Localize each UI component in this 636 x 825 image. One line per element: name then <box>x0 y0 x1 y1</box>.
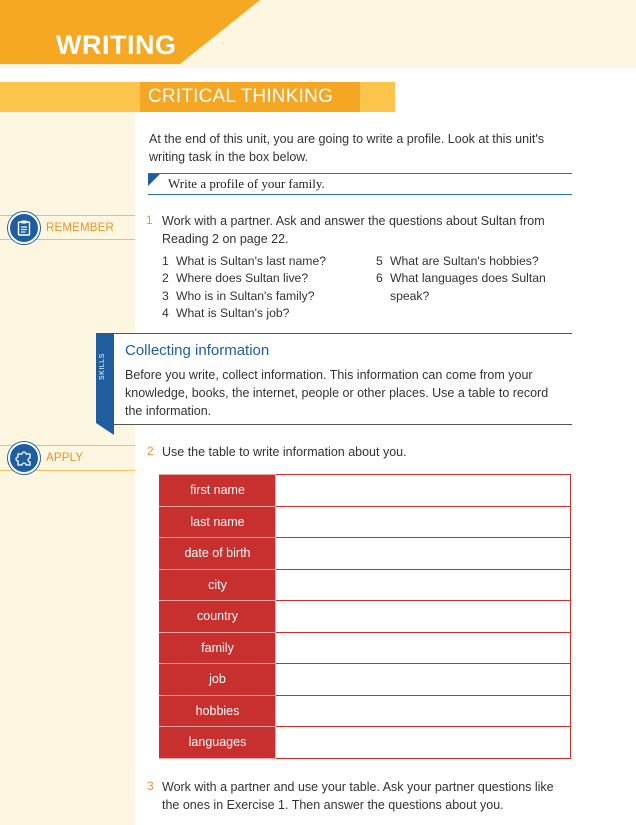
row-label: languages <box>160 727 276 759</box>
writing-banner-slant <box>180 0 260 64</box>
row-label: last name <box>160 506 276 538</box>
skills-tab-label: SKILLS <box>99 353 106 380</box>
row-value-cell[interactable] <box>276 601 571 633</box>
skills-line: Before you write, collect information. This information can come from your <box>125 368 533 382</box>
question-item: 5 What are Sultan's hobbies? <box>376 254 539 268</box>
row-label: family <box>160 632 276 664</box>
question-item: 1 What is Sultan's last name? <box>162 254 326 268</box>
question-item-continued: speak? <box>390 289 430 303</box>
critical-thinking-band-cut <box>372 82 394 112</box>
clipboard-icon <box>8 212 40 244</box>
critical-thinking-title: CRITICAL THINKING <box>148 86 333 107</box>
row-value-cell[interactable] <box>276 569 571 601</box>
skills-line: knowledge, books, the internet, people or other places. Use a table to record <box>125 386 549 400</box>
skills-line: the information. <box>125 404 212 418</box>
row-label: hobbies <box>160 695 276 727</box>
row-value-cell[interactable] <box>276 475 571 507</box>
table-row <box>160 664 571 696</box>
puzzle-icon <box>8 442 40 474</box>
table-row <box>160 695 571 727</box>
exercise-1-line: Reading 2 on page 22. <box>162 232 289 246</box>
writing-task-text: Write a profile of your family. <box>168 176 325 191</box>
intro-line: At the end of this unit, you are going to write a profile. Look at this unit's <box>149 132 544 146</box>
row-value-cell[interactable] <box>276 506 571 538</box>
apply-text: APPLY <box>46 452 84 464</box>
remember-text: REMEMBER <box>46 222 115 234</box>
personal-info-table <box>159 474 571 759</box>
section-title: WRITING <box>56 30 177 60</box>
intro-line: writing task in the box below. <box>149 150 309 164</box>
row-value-cell[interactable] <box>276 727 571 759</box>
skills-title: Collecting information <box>125 342 270 359</box>
table-row <box>160 632 571 664</box>
table-row <box>160 601 571 633</box>
table-row <box>160 727 571 759</box>
row-value-cell[interactable] <box>276 632 571 664</box>
table-row <box>160 538 571 570</box>
task-corner-marker <box>148 174 160 186</box>
exercise-3-instruction <box>162 778 554 814</box>
exercise-1-line: Work with a partner. Ask and answer the questions about Sultan from <box>162 214 545 228</box>
question-item: 6 What languages does Sultan <box>376 271 546 285</box>
skills-tab-tip <box>96 423 114 435</box>
exercise-3-line: Work with a partner and use your table. Ask your partner questions like <box>162 780 554 794</box>
row-value-cell[interactable] <box>276 538 571 570</box>
remember-label <box>8 211 114 245</box>
exercise-3-line: the ones in Exercise 1. Then answer the questions about you. <box>162 798 504 812</box>
question-item: 2 Where does Sultan live? <box>162 271 309 285</box>
exercise-1-instruction <box>162 212 545 248</box>
table-row <box>160 475 571 507</box>
row-label: city <box>160 569 276 601</box>
row-value-cell[interactable] <box>276 695 571 727</box>
row-value-cell[interactable] <box>276 664 571 696</box>
row-label: job <box>160 664 276 696</box>
exercise-2-number: 2 <box>147 444 154 458</box>
exercise-3-number: 3 <box>147 779 154 793</box>
exercise-1-number: 1 <box>146 213 153 227</box>
table-row <box>160 506 571 538</box>
question-item: 3 Who is in Sultan's family? <box>162 289 315 303</box>
skills-body <box>125 366 565 420</box>
apply-label <box>8 441 83 475</box>
exercise-2-instruction: Use the table to write information about you. <box>162 445 407 459</box>
intro-paragraph <box>149 130 569 166</box>
row-label: first name <box>160 475 276 507</box>
row-label: date of birth <box>160 538 276 570</box>
question-item: 4 What is Sultan's job? <box>162 306 290 320</box>
table-row <box>160 569 571 601</box>
row-label: country <box>160 601 276 633</box>
